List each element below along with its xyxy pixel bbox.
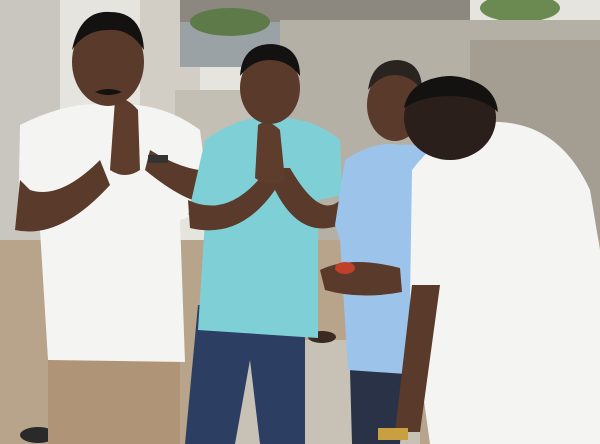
wristwatch (378, 428, 408, 440)
praying-hands (110, 99, 140, 175)
white-shirt-back (410, 122, 600, 444)
shirt-pocket-badge (148, 155, 168, 163)
offering-in-hands (335, 262, 355, 274)
tree-foliage (190, 8, 270, 36)
cupped-hands (320, 262, 402, 296)
